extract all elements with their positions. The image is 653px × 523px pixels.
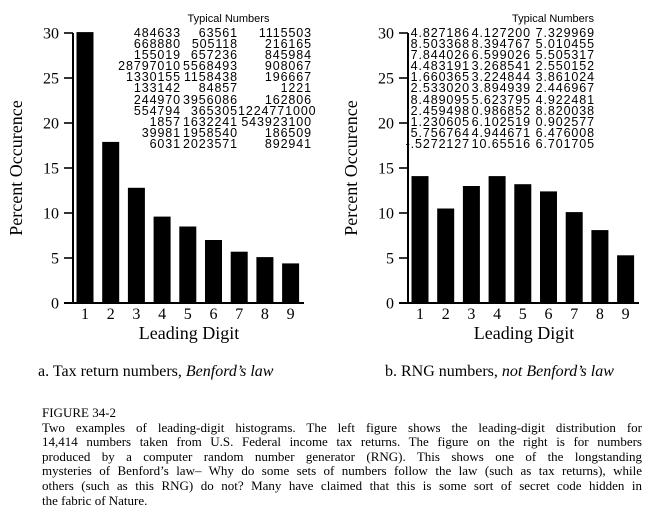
typical-number: 196667 xyxy=(264,70,312,85)
y-tick-label: 0 xyxy=(386,295,394,313)
x-tick-label: 9 xyxy=(621,306,630,323)
typical-number: 1224771000 xyxy=(238,103,317,118)
typical-number: 3.861024 xyxy=(535,70,595,85)
subfigure-caption-b xyxy=(385,363,614,381)
typical-number: 10.65516 xyxy=(471,136,531,151)
typical-number: 8.394767 xyxy=(471,37,531,52)
typical-number: 1857 xyxy=(149,114,181,129)
y-tick-label: 15 xyxy=(43,160,59,178)
typical-number: 186509 xyxy=(264,125,312,140)
typical-number: 543923100 xyxy=(241,114,312,129)
figure-caption-line: mysteries of Benford’s law– Why do some sets of numbers follow the law (such as tax returns), while xyxy=(42,463,642,479)
x-tick-label: 3 xyxy=(467,306,476,323)
typical-number: 5.010455 xyxy=(535,37,595,52)
x-tick-label: 7 xyxy=(570,306,579,323)
typical-number: 1.660365 xyxy=(410,70,470,85)
typical-number: 7.329969 xyxy=(535,26,595,40)
y-tick-label: 15 xyxy=(378,160,394,178)
bar xyxy=(463,186,480,303)
typical-number: 39981 xyxy=(141,125,181,140)
bar xyxy=(566,212,583,303)
typical-number: 4.827186 xyxy=(410,26,470,40)
typical-number: 3.268541 xyxy=(471,59,531,74)
typical-number: 244970 xyxy=(133,92,181,107)
typical-number: 5.623795 xyxy=(471,92,531,107)
typical-number: 3.894939 xyxy=(471,81,531,96)
y-tick-label: 25 xyxy=(378,70,394,88)
typical-number: 4.944671 xyxy=(471,125,531,140)
typical-numbers-block-a xyxy=(115,13,317,151)
y-tick-label: 30 xyxy=(43,25,59,43)
typical-number: 63561 xyxy=(198,26,238,40)
x-tick-label: 6 xyxy=(209,306,218,323)
bar xyxy=(205,240,222,303)
typical-number: 28797010 xyxy=(118,59,181,74)
typical-number: 892941 xyxy=(264,136,312,151)
typical-number: 2.446967 xyxy=(535,81,595,96)
typical-number: 1.230605 xyxy=(410,114,470,129)
figure-caption-line: Two examples of leading-digit histograms. The left figure shows the leading-digit distribution for xyxy=(42,419,642,435)
x-tick-label: 8 xyxy=(595,306,604,323)
subfigure-caption-b-text: b. RNG numbers, xyxy=(385,363,502,380)
y-tick-label: 0 xyxy=(51,295,59,313)
typical-number: 0.902577 xyxy=(535,114,595,129)
typical-number: 6.102519 xyxy=(471,114,531,129)
typical-number: 1958540 xyxy=(183,125,238,140)
typical-number: 1632241 xyxy=(183,114,238,129)
x-tick-label: 3 xyxy=(132,306,141,323)
bar xyxy=(77,32,94,303)
x-tick-label: 5 xyxy=(183,306,192,323)
bar xyxy=(102,142,119,303)
y-tick-label: 25 xyxy=(43,70,59,88)
bar xyxy=(179,227,196,304)
bar xyxy=(437,209,454,304)
typical-number: 554794 xyxy=(133,103,181,118)
typical-number: 7.844026 xyxy=(410,48,470,63)
typical-number: 1221 xyxy=(280,81,312,96)
typical-number: 484633 xyxy=(133,26,181,40)
x-tick-label: 2 xyxy=(106,306,115,323)
subfigure-caption-a-text: a. Tax return numbers, xyxy=(38,363,186,380)
typical-number: 0.986852 xyxy=(471,103,531,118)
bar xyxy=(256,257,273,303)
typical-number: 6.476008 xyxy=(535,125,595,140)
figure-label: FIGURE 34-2 xyxy=(42,405,117,420)
bar xyxy=(617,255,634,303)
y-tick-label: 30 xyxy=(378,25,394,43)
typical-number: 505118 xyxy=(191,37,238,52)
typical-number: 1330155 xyxy=(126,70,181,85)
typical-numbers-title-b: Typical Numbers xyxy=(512,13,594,25)
bar xyxy=(154,217,171,303)
y-tick-label: 20 xyxy=(378,115,394,133)
typical-numbers-block-b xyxy=(395,13,595,150)
typical-numbers-list-a xyxy=(115,26,317,151)
figure-caption xyxy=(42,406,642,508)
x-tick-label: 4 xyxy=(493,306,502,323)
y-tick-label: 10 xyxy=(378,205,394,223)
typical-number: 5568493 xyxy=(183,59,238,74)
subfigure-caption-a-italic: Benford’s law xyxy=(185,363,274,380)
figure-caption-line: the fabric of Nature. xyxy=(42,492,148,508)
typical-number: 155019 xyxy=(133,48,181,63)
bar xyxy=(231,252,248,303)
typical-number: 4.127200 xyxy=(471,26,531,40)
typical-number: 6.701705 xyxy=(535,136,595,151)
x-tick-label: 6 xyxy=(544,306,553,323)
x-axis-title: Leading Digit xyxy=(138,323,240,343)
y-tick-label: 5 xyxy=(386,250,394,268)
typical-number: 365305 xyxy=(190,103,238,118)
x-tick-label: 9 xyxy=(286,306,295,323)
x-tick-label: 2 xyxy=(441,306,450,323)
typical-number: 84857 xyxy=(198,81,238,96)
x-tick-label: 8 xyxy=(260,306,269,323)
x-tick-label: 7 xyxy=(235,306,244,323)
typical-number: 3.224844 xyxy=(471,70,531,85)
y-tick-label: 20 xyxy=(43,115,59,133)
typical-number: -.5272127 xyxy=(405,136,470,151)
typical-numbers-title-a: Typical Numbers xyxy=(187,13,270,25)
bar xyxy=(591,230,608,303)
typical-number: 2.550152 xyxy=(535,59,595,74)
typical-number: 216165 xyxy=(264,37,312,52)
typical-number: 1115503 xyxy=(258,26,312,40)
typical-number: 6031 xyxy=(149,136,181,151)
typical-number: 133142 xyxy=(133,81,181,96)
bar xyxy=(489,176,506,303)
x-tick-label: 1 xyxy=(416,306,424,323)
subfigure-caption-a xyxy=(38,363,273,381)
figure-caption-body xyxy=(42,421,642,509)
typical-number: 8.503368 xyxy=(410,37,470,52)
typical-number: 668880 xyxy=(133,37,181,52)
bar xyxy=(540,191,557,303)
typical-number: 2.533020 xyxy=(410,81,470,96)
figure-caption-line: 14,414 numbers taken from U.S. Federal income tax returns. The figure on the right is for numbers xyxy=(42,434,642,450)
bar xyxy=(128,188,145,303)
typical-number: 908067 xyxy=(264,59,312,74)
x-tick-label: 5 xyxy=(518,306,527,323)
bar xyxy=(412,176,429,303)
typical-number: 5.756764 xyxy=(410,125,470,140)
typical-number: 162806 xyxy=(264,92,312,107)
bar xyxy=(514,184,531,303)
typical-number: 3956086 xyxy=(183,92,238,107)
x-tick-label: 1 xyxy=(81,306,89,323)
typical-number: 2.459498 xyxy=(410,103,470,118)
typical-number: 2023571 xyxy=(183,136,238,151)
typical-number: 657236 xyxy=(190,48,238,63)
typical-number: 4.922481 xyxy=(535,92,595,107)
figure-caption-line: others (such as this RNG) do not? Many have claimed that this is some sort of secret code hidden in xyxy=(42,477,642,493)
typical-number: 5.505317 xyxy=(535,48,595,63)
x-axis-title: Leading Digit xyxy=(473,323,575,343)
typical-number: 8.820038 xyxy=(535,103,595,118)
bar xyxy=(282,263,299,303)
y-axis-title: Percent Occurence xyxy=(341,100,361,236)
y-axis-title: Percent Occurence xyxy=(6,100,26,236)
typical-number: 845984 xyxy=(264,48,312,63)
figure-caption-line: produced by a computer random number generator (RNG). This shows one of the longstanding xyxy=(42,448,642,464)
x-tick-label: 4 xyxy=(158,306,167,323)
typical-numbers-list-b xyxy=(395,28,595,150)
typical-number: 1158438 xyxy=(183,70,238,85)
y-tick-label: 5 xyxy=(51,250,59,268)
typical-number: 4.483191 xyxy=(410,59,470,74)
typical-number: 6.599026 xyxy=(471,48,531,63)
y-tick-label: 10 xyxy=(43,205,59,223)
subfigure-caption-b-italic: not Benford’s law xyxy=(501,363,614,380)
typical-number: 8.489095 xyxy=(410,92,470,107)
